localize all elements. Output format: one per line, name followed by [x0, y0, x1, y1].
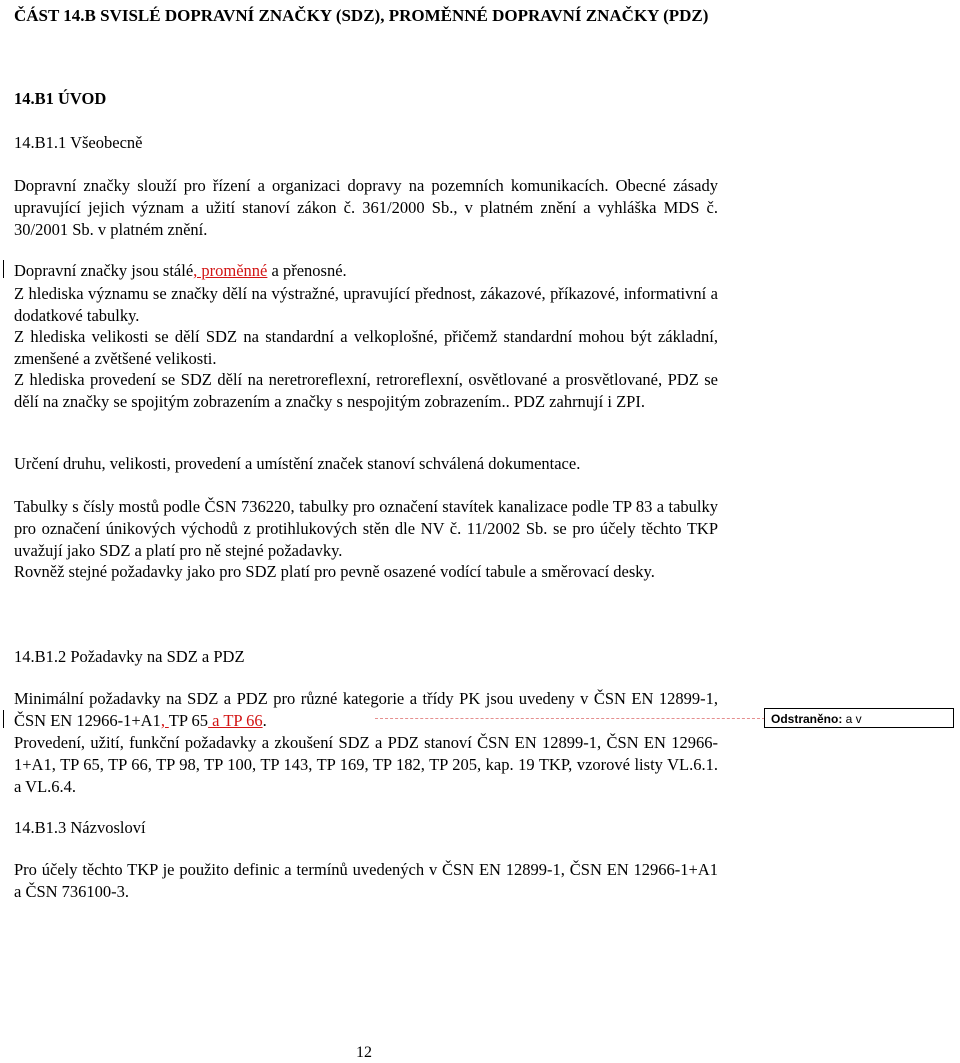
text-span: Dopravní značky jsou stálé: [14, 261, 194, 280]
heading-b13: 14.B1.3 Názvosloví: [14, 818, 146, 837]
text-span: .: [262, 711, 267, 730]
inserted-text: ,: [160, 711, 169, 730]
inserted-text: a TP 66: [208, 711, 263, 730]
heading-b12: 14.B1.2 Požadavky na SDZ a PDZ: [14, 647, 245, 666]
paragraph-documentation: Určení druhu, velikosti, provedení a umístění značek stanoví schválená dokumentace.: [14, 454, 581, 473]
inserted-text: , proměnné: [193, 261, 268, 280]
paragraph-size: Z hlediska velikosti se dělí SDZ na standardní a velkoplošné, přičemž standardní mohou být základní, zmenšené a zvětšené velikosti.: [14, 327, 718, 368]
paragraph-requirements: [14, 688, 718, 732]
paragraph-meaning: Z hlediska významu se značky dělí na výstražné, upravující přednost, zákazové, příkazové, informativní a dodatkové tabulky.: [14, 284, 718, 325]
comment-label: Odstraněno:: [771, 712, 843, 726]
paragraph-execution: Provedení, užití, funkční požadavky a zkoušení SDZ a PDZ stanoví ČSN EN 12899-1, ČSN EN 12966-1+A1, TP 65, TP 66, TP 98, TP 100, TP 143, TP 169, TP 182, TP 205, kap. 19 TKP, vzorové listy VL.6.1. a VL.6.4.: [14, 733, 718, 796]
paragraph-tables: Tabulky s čísly mostů podle ČSN 736220, tabulky pro označení stavítek kanalizace podle TP 83 a tabulky pro označení únikových východů z protihlukových stěn dle NV č. 11/2002 Sb. se pro účely těchto TKP uvažují jako SDZ a platí pro ně stejné požadavky.: [14, 497, 718, 560]
heading-b11: 14.B1.1 Všeobecně: [14, 133, 143, 152]
text-span: TP 65: [168, 711, 209, 730]
paragraph-design: Z hlediska provedení se SDZ dělí na neretroreflexní, retroreflexní, osvětlované a prosvětlované, PDZ se dělí na značky se spojitým zobrazením a značky s nespojitým zobrazením.. PDZ zahrnují i ZPI.: [14, 370, 718, 411]
page-number: 12: [356, 1044, 372, 1061]
change-bar: [3, 260, 4, 278]
part-title: ČÁST 14.B SVISLÉ DOPRAVNÍ ZNAČKY (SDZ), PROMĚNNÉ DOPRAVNÍ ZNAČKY (PDZ): [14, 6, 709, 25]
deletion-comment[interactable]: [764, 708, 954, 728]
paragraph-terminology: Pro účely těchto TKP je použito definic a termínů uvedených v ČSN EN 12899-1, ČSN EN 12966-1+A1 a ČSN 736100-3.: [14, 860, 718, 901]
paragraph-guide-boards: Rovněž stejné požadavky jako pro SDZ platí pro pevně osazené vodící tabule a směrovací desky.: [14, 562, 655, 581]
heading-b1: 14.B1 ÚVOD: [14, 89, 107, 108]
change-bar: [3, 710, 4, 728]
text-span: Minimální požadavky na SDZ a PDZ pro různé kategorie a třídy PK jsou uvedeny v ČSN EN 12899-1, ČSN EN 12966-1+A1: [14, 689, 718, 730]
text-span: a přenosné.: [267, 261, 347, 280]
comment-connector: [375, 718, 765, 720]
comment-text: a v: [842, 712, 862, 726]
paragraph-general: Dopravní značky slouží pro řízení a organizaci dopravy na pozemních komunikacích. Obecné zásady upravující jejich význam a užití stanoví zákon č. 361/2000 Sb., v platném znění a vyhláška MDS č. 30/2001 Sb. v platném znění.: [14, 176, 718, 239]
paragraph-types: [14, 260, 718, 282]
